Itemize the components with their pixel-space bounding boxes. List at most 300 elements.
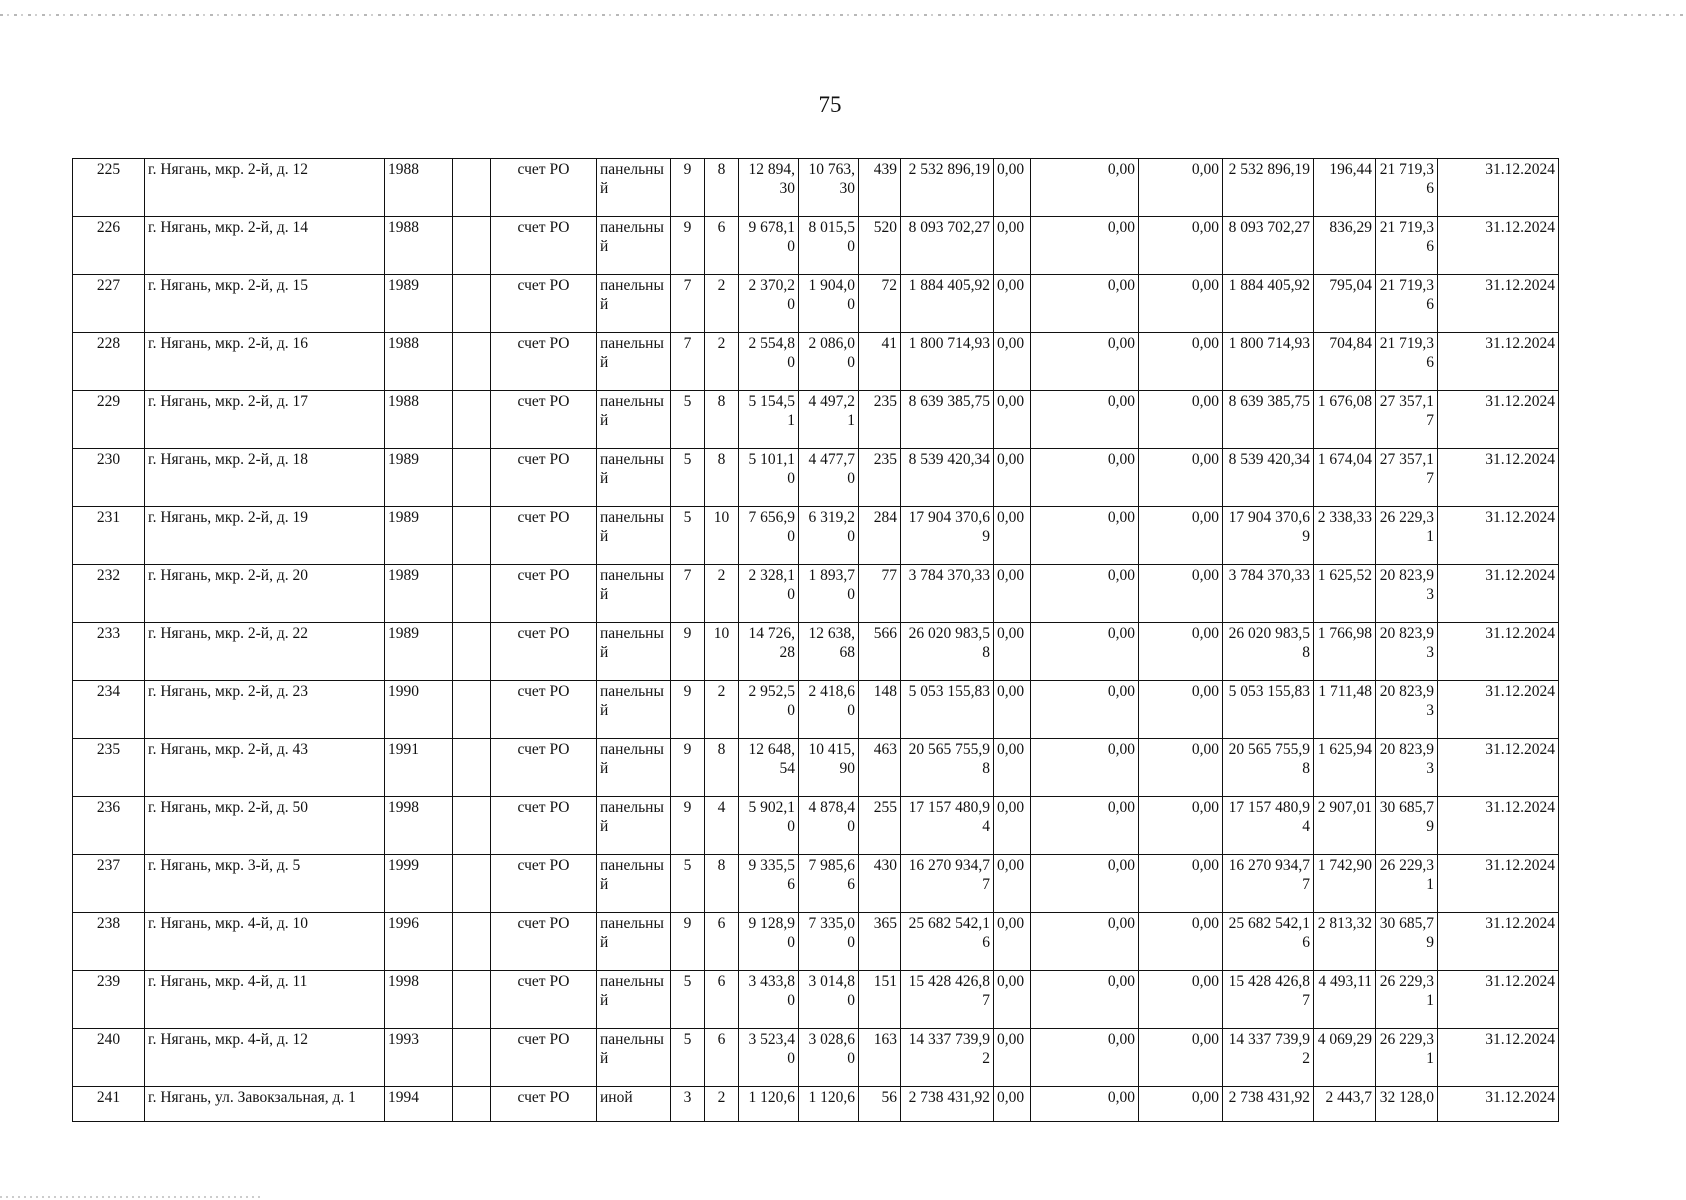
cell-address: г. Нягань, мкр. 2-й, д. 16 [145, 333, 385, 391]
cell-floors: 5 [671, 507, 705, 565]
cell-blank [453, 391, 491, 449]
cell-owner-funds: 17 157 480,94 [1223, 797, 1314, 855]
cell-year: 1990 [385, 681, 453, 739]
cell-year: 1988 [385, 159, 453, 217]
cell-residents: 151 [859, 971, 901, 1029]
cell-entrances: 6 [705, 971, 739, 1029]
cell-blank [453, 739, 491, 797]
cell-floors: 9 [671, 681, 705, 739]
table-body [73, 159, 1559, 1122]
cell-floors: 7 [671, 275, 705, 333]
cell-blank [453, 217, 491, 275]
cell-row-number: 227 [73, 275, 145, 333]
cell-floors: 9 [671, 623, 705, 681]
cell-year: 1989 [385, 507, 453, 565]
cell-floors: 9 [671, 217, 705, 275]
cell-floors: 7 [671, 565, 705, 623]
cell-entrances: 4 [705, 797, 739, 855]
cell-entrances: 6 [705, 1029, 739, 1087]
cell-residents: 566 [859, 623, 901, 681]
cell-account: счет РО [491, 797, 597, 855]
cell-unit-cost: 4 069,29 [1314, 1029, 1376, 1087]
cell-residents: 365 [859, 913, 901, 971]
cell-cost-total: 17 904 370,69 [901, 507, 994, 565]
cell-region-funds: 0,00 [1031, 275, 1139, 333]
cell-account: счет РО [491, 391, 597, 449]
cell-blank [453, 623, 491, 681]
cell-area-living: 4 477,70 [799, 449, 859, 507]
cell-local-funds: 0,00 [1139, 681, 1223, 739]
cell-federal-funds: 0,00 [994, 855, 1031, 913]
cell-account: счет РО [491, 681, 597, 739]
cell-area-total: 5 154,51 [739, 391, 799, 449]
cell-year: 1988 [385, 333, 453, 391]
cell-wall-material: панельный [597, 971, 671, 1029]
cell-area-total: 5 101,10 [739, 449, 799, 507]
table-row [73, 971, 1559, 1029]
cell-local-funds: 0,00 [1139, 797, 1223, 855]
cell-account: счет РО [491, 217, 597, 275]
cell-address: г. Нягань, мкр. 2-й, д. 50 [145, 797, 385, 855]
cell-deadline: 31.12.2024 [1438, 217, 1559, 275]
cell-account: счет РО [491, 739, 597, 797]
cell-region-funds: 0,00 [1031, 217, 1139, 275]
cell-area-total: 9 128,90 [739, 913, 799, 971]
cell-cost-total: 8 093 702,27 [901, 217, 994, 275]
cell-area-living: 3 014,80 [799, 971, 859, 1029]
cell-cost-total: 25 682 542,16 [901, 913, 994, 971]
cell-local-funds: 0,00 [1139, 507, 1223, 565]
cell-owner-funds: 16 270 934,77 [1223, 855, 1314, 913]
cell-floors: 5 [671, 971, 705, 1029]
cell-address: г. Нягань, мкр. 4-й, д. 11 [145, 971, 385, 1029]
cell-entrances: 8 [705, 159, 739, 217]
cell-unit-cost: 1 742,90 [1314, 855, 1376, 913]
cell-cost-total: 5 053 155,83 [901, 681, 994, 739]
cell-wall-material: панельный [597, 565, 671, 623]
cell-residents: 235 [859, 391, 901, 449]
cell-wall-material: панельный [597, 217, 671, 275]
cell-floors: 5 [671, 1029, 705, 1087]
table-row [73, 855, 1559, 913]
cell-wall-material: иной [597, 1087, 671, 1122]
cell-area-total: 12 648,54 [739, 739, 799, 797]
cell-unit-cost: 2 338,33 [1314, 507, 1376, 565]
scan-edge-top [0, 14, 1686, 16]
cell-region-funds: 0,00 [1031, 623, 1139, 681]
cell-address: г. Нягань, мкр. 2-й, д. 43 [145, 739, 385, 797]
cell-address: г. Нягань, мкр. 2-й, д. 17 [145, 391, 385, 449]
cell-wall-material: панельный [597, 449, 671, 507]
cell-deadline: 31.12.2024 [1438, 971, 1559, 1029]
cell-unit-cost: 1 676,08 [1314, 391, 1376, 449]
cell-floors: 5 [671, 391, 705, 449]
cell-federal-funds: 0,00 [994, 275, 1031, 333]
table-row [73, 681, 1559, 739]
cell-unit-cost: 2 907,01 [1314, 797, 1376, 855]
cell-region-funds: 0,00 [1031, 565, 1139, 623]
cell-year: 1994 [385, 1087, 453, 1122]
cell-entrances: 6 [705, 217, 739, 275]
cell-federal-funds: 0,00 [994, 623, 1031, 681]
cell-residents: 77 [859, 565, 901, 623]
cell-local-funds: 0,00 [1139, 1087, 1223, 1122]
cell-unit-cost: 1 625,52 [1314, 565, 1376, 623]
cell-max-unit-cost: 30 685,79 [1376, 797, 1438, 855]
cell-blank [453, 565, 491, 623]
cell-blank [453, 913, 491, 971]
housing-register-table [72, 158, 1559, 1122]
cell-owner-funds: 14 337 739,92 [1223, 1029, 1314, 1087]
table-row [73, 275, 1559, 333]
cell-cost-total: 1 800 714,93 [901, 333, 994, 391]
cell-max-unit-cost: 32 128,0 [1376, 1087, 1438, 1122]
cell-max-unit-cost: 27 357,17 [1376, 449, 1438, 507]
table-row [73, 507, 1559, 565]
cell-federal-funds: 0,00 [994, 391, 1031, 449]
cell-area-total: 1 120,6 [739, 1087, 799, 1122]
cell-local-funds: 0,00 [1139, 971, 1223, 1029]
cell-residents: 520 [859, 217, 901, 275]
cell-cost-total: 14 337 739,92 [901, 1029, 994, 1087]
cell-deadline: 31.12.2024 [1438, 333, 1559, 391]
cell-cost-total: 8 539 420,34 [901, 449, 994, 507]
cell-owner-funds: 26 020 983,58 [1223, 623, 1314, 681]
cell-wall-material: панельный [597, 159, 671, 217]
cell-wall-material: панельный [597, 681, 671, 739]
cell-area-living: 1 893,70 [799, 565, 859, 623]
cell-account: счет РО [491, 275, 597, 333]
cell-deadline: 31.12.2024 [1438, 855, 1559, 913]
cell-account: счет РО [491, 855, 597, 913]
cell-residents: 463 [859, 739, 901, 797]
cell-row-number: 236 [73, 797, 145, 855]
cell-region-funds: 0,00 [1031, 1087, 1139, 1122]
cell-unit-cost: 2 813,32 [1314, 913, 1376, 971]
cell-address: г. Нягань, мкр. 3-й, д. 5 [145, 855, 385, 913]
cell-row-number: 226 [73, 217, 145, 275]
cell-unit-cost: 795,04 [1314, 275, 1376, 333]
cell-cost-total: 26 020 983,58 [901, 623, 994, 681]
cell-area-total: 7 656,90 [739, 507, 799, 565]
cell-unit-cost: 2 443,7 [1314, 1087, 1376, 1122]
cell-deadline: 31.12.2024 [1438, 275, 1559, 333]
page-number: 75 [818, 92, 842, 117]
cell-blank [453, 681, 491, 739]
cell-cost-total: 3 784 370,33 [901, 565, 994, 623]
cell-unit-cost: 836,29 [1314, 217, 1376, 275]
cell-residents: 430 [859, 855, 901, 913]
cell-year: 1996 [385, 913, 453, 971]
table-row [73, 159, 1559, 217]
cell-wall-material: панельный [597, 739, 671, 797]
cell-local-funds: 0,00 [1139, 217, 1223, 275]
cell-account: счет РО [491, 1087, 597, 1122]
cell-residents: 56 [859, 1087, 901, 1122]
table-row [73, 565, 1559, 623]
cell-local-funds: 0,00 [1139, 913, 1223, 971]
cell-area-total: 5 902,10 [739, 797, 799, 855]
cell-address: г. Нягань, мкр. 2-й, д. 15 [145, 275, 385, 333]
cell-owner-funds: 8 093 702,27 [1223, 217, 1314, 275]
cell-blank [453, 333, 491, 391]
cell-area-living: 2 418,60 [799, 681, 859, 739]
cell-owner-funds: 20 565 755,98 [1223, 739, 1314, 797]
cell-area-living: 4 878,40 [799, 797, 859, 855]
cell-deadline: 31.12.2024 [1438, 1087, 1559, 1122]
cell-row-number: 229 [73, 391, 145, 449]
cell-residents: 284 [859, 507, 901, 565]
cell-floors: 9 [671, 797, 705, 855]
cell-row-number: 230 [73, 449, 145, 507]
cell-federal-funds: 0,00 [994, 913, 1031, 971]
cell-blank [453, 449, 491, 507]
cell-unit-cost: 704,84 [1314, 333, 1376, 391]
cell-area-living: 3 028,60 [799, 1029, 859, 1087]
cell-floors: 3 [671, 1087, 705, 1122]
cell-region-funds: 0,00 [1031, 333, 1139, 391]
cell-max-unit-cost: 26 229,31 [1376, 1029, 1438, 1087]
cell-account: счет РО [491, 449, 597, 507]
cell-max-unit-cost: 26 229,31 [1376, 507, 1438, 565]
cell-area-living: 1 904,00 [799, 275, 859, 333]
cell-federal-funds: 0,00 [994, 1087, 1031, 1122]
cell-entrances: 2 [705, 565, 739, 623]
cell-area-total: 2 370,20 [739, 275, 799, 333]
cell-entrances: 6 [705, 913, 739, 971]
cell-federal-funds: 0,00 [994, 1029, 1031, 1087]
cell-entrances: 10 [705, 623, 739, 681]
cell-unit-cost: 4 493,11 [1314, 971, 1376, 1029]
cell-federal-funds: 0,00 [994, 159, 1031, 217]
cell-local-funds: 0,00 [1139, 565, 1223, 623]
cell-wall-material: панельный [597, 623, 671, 681]
cell-region-funds: 0,00 [1031, 681, 1139, 739]
cell-residents: 163 [859, 1029, 901, 1087]
cell-deadline: 31.12.2024 [1438, 739, 1559, 797]
table-row [73, 739, 1559, 797]
cell-account: счет РО [491, 159, 597, 217]
cell-unit-cost: 1 625,94 [1314, 739, 1376, 797]
cell-max-unit-cost: 20 823,93 [1376, 681, 1438, 739]
cell-area-living: 10 763,30 [799, 159, 859, 217]
cell-max-unit-cost: 27 357,17 [1376, 391, 1438, 449]
cell-blank [453, 507, 491, 565]
cell-region-funds: 0,00 [1031, 797, 1139, 855]
cell-unit-cost: 196,44 [1314, 159, 1376, 217]
cell-floors: 9 [671, 159, 705, 217]
cell-wall-material: панельный [597, 333, 671, 391]
cell-account: счет РО [491, 565, 597, 623]
cell-region-funds: 0,00 [1031, 971, 1139, 1029]
cell-deadline: 31.12.2024 [1438, 681, 1559, 739]
cell-area-living: 8 015,50 [799, 217, 859, 275]
cell-address: г. Нягань, мкр. 4-й, д. 10 [145, 913, 385, 971]
cell-area-total: 12 894,30 [739, 159, 799, 217]
cell-federal-funds: 0,00 [994, 333, 1031, 391]
cell-deadline: 31.12.2024 [1438, 623, 1559, 681]
cell-local-funds: 0,00 [1139, 275, 1223, 333]
cell-residents: 235 [859, 449, 901, 507]
cell-wall-material: панельный [597, 275, 671, 333]
cell-area-living: 6 319,20 [799, 507, 859, 565]
cell-area-total: 3 523,40 [739, 1029, 799, 1087]
cell-area-total: 9 335,56 [739, 855, 799, 913]
cell-cost-total: 8 639 385,75 [901, 391, 994, 449]
cell-blank [453, 159, 491, 217]
cell-max-unit-cost: 20 823,93 [1376, 739, 1438, 797]
table-row [73, 1087, 1559, 1122]
cell-local-funds: 0,00 [1139, 333, 1223, 391]
cell-wall-material: панельный [597, 1029, 671, 1087]
cell-row-number: 241 [73, 1087, 145, 1122]
cell-region-funds: 0,00 [1031, 739, 1139, 797]
cell-local-funds: 0,00 [1139, 391, 1223, 449]
cell-entrances: 2 [705, 275, 739, 333]
cell-row-number: 225 [73, 159, 145, 217]
cell-entrances: 8 [705, 739, 739, 797]
cell-residents: 148 [859, 681, 901, 739]
cell-unit-cost: 1 711,48 [1314, 681, 1376, 739]
cell-wall-material: панельный [597, 913, 671, 971]
cell-owner-funds: 2 738 431,92 [1223, 1087, 1314, 1122]
cell-deadline: 31.12.2024 [1438, 449, 1559, 507]
cell-entrances: 10 [705, 507, 739, 565]
cell-area-living: 10 415,90 [799, 739, 859, 797]
cell-address: г. Нягань, мкр. 2-й, д. 23 [145, 681, 385, 739]
cell-area-living: 7 335,00 [799, 913, 859, 971]
cell-address: г. Нягань, мкр. 2-й, д. 18 [145, 449, 385, 507]
cell-deadline: 31.12.2024 [1438, 565, 1559, 623]
cell-entrances: 8 [705, 449, 739, 507]
cell-entrances: 2 [705, 333, 739, 391]
cell-federal-funds: 0,00 [994, 681, 1031, 739]
cell-residents: 72 [859, 275, 901, 333]
cell-residents: 41 [859, 333, 901, 391]
cell-local-funds: 0,00 [1139, 855, 1223, 913]
cell-region-funds: 0,00 [1031, 507, 1139, 565]
cell-row-number: 240 [73, 1029, 145, 1087]
cell-max-unit-cost: 26 229,31 [1376, 971, 1438, 1029]
cell-row-number: 238 [73, 913, 145, 971]
cell-area-total: 2 952,50 [739, 681, 799, 739]
cell-residents: 255 [859, 797, 901, 855]
cell-blank [453, 855, 491, 913]
cell-local-funds: 0,00 [1139, 739, 1223, 797]
cell-federal-funds: 0,00 [994, 797, 1031, 855]
cell-floors: 5 [671, 449, 705, 507]
table-row [73, 913, 1559, 971]
cell-year: 1993 [385, 1029, 453, 1087]
cell-deadline: 31.12.2024 [1438, 913, 1559, 971]
cell-blank [453, 1029, 491, 1087]
cell-owner-funds: 2 532 896,19 [1223, 159, 1314, 217]
cell-unit-cost: 1 674,04 [1314, 449, 1376, 507]
cell-year: 1988 [385, 217, 453, 275]
cell-region-funds: 0,00 [1031, 449, 1139, 507]
cell-row-number: 232 [73, 565, 145, 623]
cell-area-living: 1 120,6 [799, 1087, 859, 1122]
cell-area-living: 4 497,21 [799, 391, 859, 449]
cell-deadline: 31.12.2024 [1438, 1029, 1559, 1087]
cell-year: 1989 [385, 565, 453, 623]
cell-account: счет РО [491, 1029, 597, 1087]
cell-row-number: 239 [73, 971, 145, 1029]
cell-owner-funds: 17 904 370,69 [1223, 507, 1314, 565]
cell-account: счет РО [491, 913, 597, 971]
table-row [73, 449, 1559, 507]
cell-floors: 9 [671, 739, 705, 797]
cell-federal-funds: 0,00 [994, 565, 1031, 623]
cell-account: счет РО [491, 333, 597, 391]
cell-max-unit-cost: 30 685,79 [1376, 913, 1438, 971]
cell-wall-material: панельный [597, 797, 671, 855]
cell-year: 1999 [385, 855, 453, 913]
cell-region-funds: 0,00 [1031, 855, 1139, 913]
cell-owner-funds: 8 639 385,75 [1223, 391, 1314, 449]
cell-entrances: 2 [705, 681, 739, 739]
cell-owner-funds: 1 800 714,93 [1223, 333, 1314, 391]
cell-residents: 439 [859, 159, 901, 217]
table-row [73, 797, 1559, 855]
cell-region-funds: 0,00 [1031, 1029, 1139, 1087]
cell-local-funds: 0,00 [1139, 159, 1223, 217]
cell-year: 1989 [385, 449, 453, 507]
cell-floors: 9 [671, 913, 705, 971]
cell-row-number: 228 [73, 333, 145, 391]
cell-blank [453, 797, 491, 855]
cell-owner-funds: 5 053 155,83 [1223, 681, 1314, 739]
cell-max-unit-cost: 21 719,36 [1376, 217, 1438, 275]
cell-blank [453, 275, 491, 333]
scan-edge-bottom [0, 1196, 260, 1198]
cell-entrances: 8 [705, 391, 739, 449]
cell-federal-funds: 0,00 [994, 739, 1031, 797]
cell-owner-funds: 3 784 370,33 [1223, 565, 1314, 623]
cell-floors: 5 [671, 855, 705, 913]
cell-max-unit-cost: 26 229,31 [1376, 855, 1438, 913]
cell-area-total: 14 726,28 [739, 623, 799, 681]
cell-address: г. Нягань, мкр. 4-й, д. 12 [145, 1029, 385, 1087]
cell-owner-funds: 15 428 426,87 [1223, 971, 1314, 1029]
cell-entrances: 2 [705, 1087, 739, 1122]
table-row [73, 333, 1559, 391]
cell-federal-funds: 0,00 [994, 217, 1031, 275]
cell-cost-total: 16 270 934,77 [901, 855, 994, 913]
cell-address: г. Нягань, мкр. 2-й, д. 14 [145, 217, 385, 275]
cell-cost-total: 20 565 755,98 [901, 739, 994, 797]
cell-address: г. Нягань, мкр. 2-й, д. 20 [145, 565, 385, 623]
cell-wall-material: панельный [597, 391, 671, 449]
cell-address: г. Нягань, мкр. 2-й, д. 12 [145, 159, 385, 217]
cell-federal-funds: 0,00 [994, 971, 1031, 1029]
cell-region-funds: 0,00 [1031, 913, 1139, 971]
cell-cost-total: 1 884 405,92 [901, 275, 994, 333]
cell-deadline: 31.12.2024 [1438, 159, 1559, 217]
cell-cost-total: 2 532 896,19 [901, 159, 994, 217]
cell-max-unit-cost: 21 719,36 [1376, 333, 1438, 391]
cell-address: г. Нягань, мкр. 2-й, д. 22 [145, 623, 385, 681]
cell-cost-total: 15 428 426,87 [901, 971, 994, 1029]
cell-cost-total: 2 738 431,92 [901, 1087, 994, 1122]
cell-year: 1989 [385, 623, 453, 681]
cell-year: 1998 [385, 971, 453, 1029]
cell-region-funds: 0,00 [1031, 159, 1139, 217]
cell-area-total: 9 678,10 [739, 217, 799, 275]
cell-area-total: 3 433,80 [739, 971, 799, 1029]
cell-year: 1991 [385, 739, 453, 797]
cell-max-unit-cost: 20 823,93 [1376, 623, 1438, 681]
